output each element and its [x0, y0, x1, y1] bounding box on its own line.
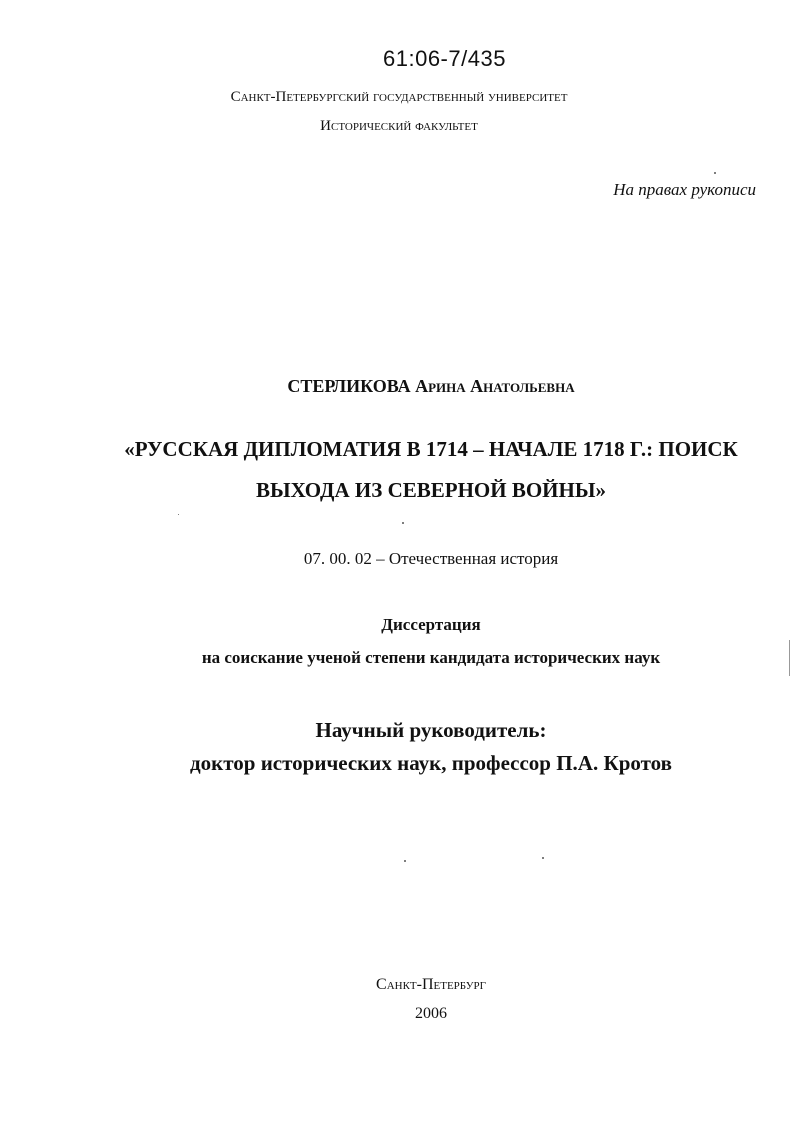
dissertation-title-line-2: ВЫХОДА ИЗ СЕВЕРНОЙ ВОЙНЫ» [256, 478, 606, 502]
scan-speck [402, 522, 404, 524]
document-type: Диссертация [381, 615, 481, 634]
archive-code: 61:06-7/435 [383, 46, 506, 71]
university-name: Санкт-Петербургский государственный университет [230, 89, 568, 105]
rights-notice: На правах рукописи [613, 180, 756, 199]
year: 2006 [415, 1005, 447, 1022]
scan-speck [404, 860, 406, 862]
scan-speck [178, 514, 179, 515]
specialty-code: 07. 00. 02 – Отечественная история [303, 549, 559, 568]
scan-speck [714, 172, 716, 174]
advisor-label: Научный руководитель: [315, 718, 547, 742]
dissertation-title-line-1: «РУССКАЯ ДИПЛОМАТИЯ В 1714 – НАЧАЛЕ 1718 Г.: ПОИСК [124, 437, 738, 461]
author-line [34, 376, 794, 397]
scan-speck [542, 857, 544, 859]
faculty-name: Исторический факультет [320, 118, 478, 134]
city: Санкт-Петербург [376, 976, 486, 993]
author-surname: СТЕРЛИКОВА [287, 376, 411, 396]
author-given-names: Арина Анатольевна [415, 376, 575, 396]
scan-margin-mark [789, 640, 790, 676]
degree-statement: на соискание ученой степени кандидата исторических наук [201, 648, 661, 667]
advisor-name: доктор исторических наук, профессор П.А. Кротов [190, 751, 672, 775]
